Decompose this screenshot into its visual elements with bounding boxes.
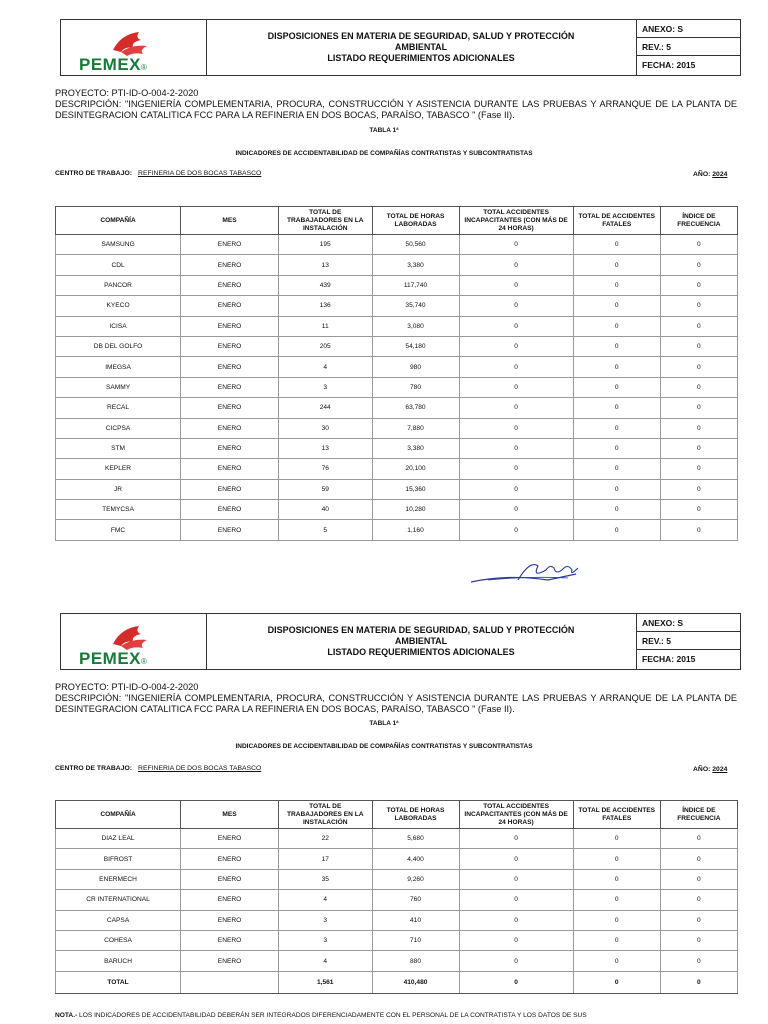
table-cell: 980 <box>372 357 459 377</box>
year-label: AÑO: <box>693 171 711 178</box>
table-cell: 3,380 <box>372 255 459 275</box>
table-header-row <box>56 207 738 235</box>
header-title-line: DISPOSICIONES EN MATERIA DE SEGURIDAD, SALUD Y PROTECCIÓN <box>267 31 575 41</box>
table-cell: 20,100 <box>372 459 459 479</box>
table-cell: CR INTERNATIONAL <box>56 890 181 910</box>
table-cell: 50,560 <box>372 235 459 255</box>
table-cell: TEMYCSA <box>56 500 181 520</box>
col-workers: TOTAL DE TRABAJADORES EN LA INSTALACIÓN <box>278 801 372 829</box>
col-hours: TOTAL DE HORAS LABORADAS <box>372 801 459 829</box>
table-cell: 0 <box>459 479 573 499</box>
table-row <box>56 951 738 971</box>
table-row <box>56 255 738 275</box>
table-cell: PANCOR <box>56 275 181 295</box>
table-row <box>56 869 738 889</box>
table-cell: ENERMECH <box>56 869 181 889</box>
project-description: DESCRIPCIÓN: "INGENIERÍA COMPLEMENTARIA, PROCURA, CONSTRUCCIÓN Y ASISTENCIA DURANTE LAS PRUEBAS Y ARRANQUE DE LA PLANTA DE DESINTEGRACION CATALITICA FCC PARA LA REFINERIA EN DOS BOCAS, PARAÍSO, TABASCO " (Fase II). <box>55 693 737 714</box>
col-month: MES <box>181 801 279 829</box>
header-title-line: DISPOSICIONES EN MATERIA DE SEGURIDAD, SALUD Y PROTECCIÓN <box>267 625 575 635</box>
table-cell: 76 <box>278 459 372 479</box>
table-cell: 54,180 <box>372 336 459 356</box>
table-cell: 30 <box>278 418 372 438</box>
table-row <box>56 479 738 499</box>
table-cell: KYECO <box>56 296 181 316</box>
table-cell: 0 <box>660 930 737 950</box>
table-cell: 0 <box>459 438 573 458</box>
table-cell: ENERO <box>181 398 279 418</box>
table-cell: 0 <box>660 377 737 397</box>
col-incapacitating: TOTAL ACCIDENTES INCAPACITANTES (CON MÁS DE 24 HORAS) <box>459 801 573 829</box>
table-cell: ICISA <box>56 316 181 336</box>
table-cell: ENERO <box>181 500 279 520</box>
table-cell: 0 <box>459 500 573 520</box>
table-cell: 0 <box>459 275 573 295</box>
table-cell: 13 <box>278 255 372 275</box>
table-cell: ENERO <box>181 377 279 397</box>
table-cell: 4,400 <box>372 849 459 869</box>
table-cell: 0 <box>660 418 737 438</box>
project-description: DESCRIPCIÓN: "INGENIERÍA COMPLEMENTARIA, PROCURA, CONSTRUCCIÓN Y ASISTENCIA DURANTE LAS PRUEBAS Y ARRANQUE DE LA PLANTA DE DESINTEGRACION CATALITICA FCC PARA LA REFINERIA EN DOS BOCAS, PARAÍSO, TABASCO " (Fase II). <box>55 99 737 120</box>
table-caption: TABLA 1ª <box>369 720 399 727</box>
table-cell: ENERO <box>181 296 279 316</box>
table-cell: 780 <box>372 377 459 397</box>
table-cell: 40 <box>278 500 372 520</box>
work-center-value: REFINERIA DE DOS BOCAS TABASCO <box>138 170 262 177</box>
table-cell: 0 <box>573 255 660 275</box>
table-cell: 0 <box>573 520 660 540</box>
table-cell: 1,160 <box>372 520 459 540</box>
table-cell: 5 <box>278 520 372 540</box>
table-caption: TABLA 1ª <box>369 127 399 134</box>
table-cell: 0 <box>459 951 573 971</box>
table-cell: BIFROST <box>56 849 181 869</box>
header-title-line: AMBIENTAL <box>394 636 448 646</box>
table-cell: 0 <box>459 336 573 356</box>
table-row <box>56 910 738 930</box>
table-cell: 136 <box>278 296 372 316</box>
table-cell: COHESA <box>56 930 181 950</box>
table-cell: 63,780 <box>372 398 459 418</box>
table-cell: 0 <box>660 910 737 930</box>
table-cell: 3,380 <box>372 438 459 458</box>
total-row <box>56 971 738 993</box>
total-cell: 0 <box>573 971 660 993</box>
table-cell: 439 <box>278 275 372 295</box>
fecha-label: FECHA: 2015 <box>642 60 696 70</box>
table-cell: ENERO <box>181 829 279 849</box>
header-title-line: LISTADO REQUERIMIENTOS ADICIONALES <box>327 53 515 63</box>
table-cell: 0 <box>573 829 660 849</box>
table-cell: 0 <box>573 275 660 295</box>
year-value: 2024 <box>712 171 728 178</box>
table-cell: 0 <box>573 500 660 520</box>
anexo-label: ANEXO: S <box>637 614 740 632</box>
anexo-label: ANEXO: S <box>637 20 740 38</box>
table-cell: 3 <box>278 377 372 397</box>
indicators-title: INDICADORES DE ACCIDENTABILIDAD DE COMPAÑÍAS CONTRATISTAS Y SUBCONTRATISTAS <box>235 150 533 157</box>
table-cell: 0 <box>660 479 737 499</box>
table-row <box>56 275 738 295</box>
table-cell: 0 <box>459 849 573 869</box>
col-incapacitating: TOTAL ACCIDENTES INCAPACITANTES (CON MÁS DE 24 HORAS) <box>459 207 573 235</box>
table-cell: 4 <box>278 357 372 377</box>
table-cell: 35,740 <box>372 296 459 316</box>
table-cell: CAPSA <box>56 910 181 930</box>
table-cell: 0 <box>459 910 573 930</box>
table-cell: ENERO <box>181 255 279 275</box>
registered-mark: ® <box>141 657 148 666</box>
table-cell: ENERO <box>181 459 279 479</box>
table-cell: 59 <box>278 479 372 499</box>
table-cell: STM <box>56 438 181 458</box>
table-cell: 410 <box>372 910 459 930</box>
table-row <box>56 829 738 849</box>
col-fatal: TOTAL DE ACCIDENTES FATALES <box>573 207 660 235</box>
table-cell: 5,680 <box>372 829 459 849</box>
table-cell: IMEGSA <box>56 357 181 377</box>
table-cell: ENERO <box>181 438 279 458</box>
table-cell: DIAZ LEAL <box>56 829 181 849</box>
table-cell: 0 <box>573 398 660 418</box>
header-title-line: AMBIENTAL <box>394 42 448 52</box>
table-cell: ENERO <box>181 418 279 438</box>
table-cell: 0 <box>660 849 737 869</box>
total-cell: 1,561 <box>278 971 372 993</box>
pemex-brand: PEMEX <box>79 55 142 74</box>
table-cell: 0 <box>660 951 737 971</box>
header-meta <box>637 20 740 75</box>
col-company: COMPAÑÍA <box>56 207 181 235</box>
table-cell: 205 <box>278 336 372 356</box>
table-cell: 0 <box>459 869 573 889</box>
total-cell: 410,480 <box>372 971 459 993</box>
table-cell: CDL <box>56 255 181 275</box>
project-code: PROYECTO: PTI-ID-O-004-2-2020 <box>55 88 199 98</box>
work-center <box>55 170 261 177</box>
table-cell: ENERO <box>181 235 279 255</box>
table-cell: ENERO <box>181 951 279 971</box>
total-cell: 0 <box>459 971 573 993</box>
table-cell: 0 <box>573 930 660 950</box>
table-cell: 0 <box>459 255 573 275</box>
pemex-logo <box>61 20 207 75</box>
table-cell: 0 <box>459 930 573 950</box>
table-cell: 0 <box>459 398 573 418</box>
table-cell: RECAL <box>56 398 181 418</box>
table-row <box>56 500 738 520</box>
table-cell: 0 <box>660 357 737 377</box>
table-row <box>56 849 738 869</box>
table-cell: 22 <box>278 829 372 849</box>
table-row <box>56 930 738 950</box>
table-cell: 0 <box>573 418 660 438</box>
table-cell: 0 <box>459 520 573 540</box>
table-cell: ENERO <box>181 869 279 889</box>
total-cell: TOTAL <box>56 971 181 993</box>
header-title <box>206 20 637 75</box>
table-cell: 4 <box>278 890 372 910</box>
table-row <box>56 890 738 910</box>
table-cell: 0 <box>573 316 660 336</box>
table-cell: 10,280 <box>372 500 459 520</box>
table-cell: 0 <box>573 296 660 316</box>
table-cell: 11 <box>278 316 372 336</box>
table-cell: 0 <box>573 479 660 499</box>
work-center-label: CENTRO DE TRABAJO: <box>55 170 133 177</box>
project-info <box>55 88 737 121</box>
table-row <box>56 336 738 356</box>
table-cell: 0 <box>660 459 737 479</box>
table-cell: 0 <box>660 438 737 458</box>
table-cell: 0 <box>459 235 573 255</box>
pemex-logo <box>61 614 207 669</box>
table-cell: 17 <box>278 849 372 869</box>
table-row <box>56 520 738 540</box>
table-cell: 0 <box>573 235 660 255</box>
col-hours: TOTAL DE HORAS LABORADAS <box>372 207 459 235</box>
table-cell: 880 <box>372 951 459 971</box>
signature <box>468 556 583 588</box>
total-cell <box>181 971 279 993</box>
col-frequency: ÍNDICE DE FRECUENCIA <box>660 207 737 235</box>
table-cell: ENERO <box>181 890 279 910</box>
table-row <box>56 438 738 458</box>
table-cell: 0 <box>660 398 737 418</box>
header-title <box>206 614 637 669</box>
registered-mark: ® <box>141 63 148 72</box>
table-cell: 0 <box>573 438 660 458</box>
table-cell: 0 <box>660 275 737 295</box>
table-cell: 3 <box>278 930 372 950</box>
table-cell: 0 <box>459 296 573 316</box>
table-cell: FMC <box>56 520 181 540</box>
accident-table-2 <box>55 800 738 994</box>
table-cell: 4 <box>278 951 372 971</box>
table-cell: 0 <box>459 459 573 479</box>
table-cell: ENERO <box>181 357 279 377</box>
table-cell: ENERO <box>181 849 279 869</box>
table-cell: 0 <box>459 377 573 397</box>
table-cell: 0 <box>660 869 737 889</box>
table-cell: 0 <box>660 255 737 275</box>
table-cell: 3 <box>278 910 372 930</box>
col-company: COMPAÑÍA <box>56 801 181 829</box>
rev-label: REV.: 5 <box>637 632 740 650</box>
table-cell: 0 <box>573 951 660 971</box>
table-cell: 195 <box>278 235 372 255</box>
table-cell: 0 <box>660 316 737 336</box>
table-row <box>56 316 738 336</box>
total-cell: 0 <box>660 971 737 993</box>
table-cell: ENERO <box>181 479 279 499</box>
table-cell: 0 <box>459 418 573 438</box>
work-center <box>55 765 261 772</box>
table-cell: 0 <box>459 890 573 910</box>
footnote <box>55 1012 738 1019</box>
table-cell: SAMSUNG <box>56 235 181 255</box>
table-row <box>56 235 738 255</box>
table-cell: 0 <box>573 336 660 356</box>
table-row <box>56 398 738 418</box>
indicators-title: INDICADORES DE ACCIDENTABILIDAD DE COMPAÑÍAS CONTRATISTAS Y SUBCONTRATISTAS <box>235 743 533 750</box>
table-cell: 0 <box>660 520 737 540</box>
table-cell: ENERO <box>181 316 279 336</box>
year-value: 2024 <box>712 766 728 773</box>
fecha-label: FECHA: 2015 <box>642 654 696 664</box>
year <box>693 171 727 178</box>
project-code: PROYECTO: PTI-ID-O-004-2-2020 <box>55 682 199 692</box>
rev-label: REV.: 5 <box>637 38 740 56</box>
table-cell: 0 <box>573 849 660 869</box>
table-cell: 0 <box>573 890 660 910</box>
table-row <box>56 459 738 479</box>
table-cell: 710 <box>372 930 459 950</box>
table-cell: ENERO <box>181 520 279 540</box>
table-cell: 0 <box>573 910 660 930</box>
table-cell: 15,360 <box>372 479 459 499</box>
table-cell: 0 <box>660 296 737 316</box>
table-cell: 9,260 <box>372 869 459 889</box>
table-cell: BARUCH <box>56 951 181 971</box>
table-cell: DB DEL GOLFO <box>56 336 181 356</box>
table-cell: 0 <box>459 829 573 849</box>
header-title-line: LISTADO REQUERIMIENTOS ADICIONALES <box>327 647 515 657</box>
table-cell: 7,880 <box>372 418 459 438</box>
table-row <box>56 357 738 377</box>
table-cell: 0 <box>660 500 737 520</box>
table-cell: 0 <box>660 829 737 849</box>
table-cell: ENERO <box>181 930 279 950</box>
table-row <box>56 377 738 397</box>
table-cell: 3,080 <box>372 316 459 336</box>
year-label: AÑO: <box>693 766 711 773</box>
table-cell: KEPLER <box>56 459 181 479</box>
table-cell: 0 <box>459 316 573 336</box>
col-frequency: ÍNDICE DE FRECUENCIA <box>660 801 737 829</box>
table-cell: 244 <box>278 398 372 418</box>
table-cell: 13 <box>278 438 372 458</box>
table-cell: 760 <box>372 890 459 910</box>
table-cell: 0 <box>660 890 737 910</box>
table-header-row <box>56 801 738 829</box>
table-row <box>56 418 738 438</box>
document-header <box>60 613 741 670</box>
document-header <box>60 19 741 76</box>
accident-table-1 <box>55 206 738 541</box>
table-cell: ENERO <box>181 910 279 930</box>
footnote-text: NOTA.- LOS INDICADORES DE ACCIDENTABILIDAD DEBERÁN SER INTEGRADOS DIFERENCIADAMENTE CON EL PERSONAL DE LA CONTRATISTA Y LOS DATOS DE SUS <box>55 1012 587 1019</box>
table-cell: ENERO <box>181 336 279 356</box>
table-cell: 0 <box>573 377 660 397</box>
table-cell: 35 <box>278 869 372 889</box>
table-cell: 0 <box>660 336 737 356</box>
table-cell: ENERO <box>181 275 279 295</box>
col-workers: TOTAL DE TRABAJADORES EN LA INSTALACIÓN <box>278 207 372 235</box>
table-row <box>56 296 738 316</box>
table-cell: 117,740 <box>372 275 459 295</box>
table-cell: CICPSA <box>56 418 181 438</box>
table-cell: 0 <box>573 357 660 377</box>
project-info <box>55 682 737 715</box>
table-cell: SAMMY <box>56 377 181 397</box>
col-fatal: TOTAL DE ACCIDENTES FATALES <box>573 801 660 829</box>
year <box>693 766 727 773</box>
table-cell: 0 <box>459 357 573 377</box>
work-center-label: CENTRO DE TRABAJO: <box>55 765 133 772</box>
col-month: MES <box>181 207 279 235</box>
table-cell: 0 <box>573 869 660 889</box>
work-center-value: REFINERIA DE DOS BOCAS TABASCO <box>138 765 262 772</box>
table-cell: 0 <box>573 459 660 479</box>
table-cell: JR <box>56 479 181 499</box>
header-meta <box>637 614 740 669</box>
table-cell: 0 <box>660 235 737 255</box>
pemex-brand: PEMEX <box>79 649 142 668</box>
